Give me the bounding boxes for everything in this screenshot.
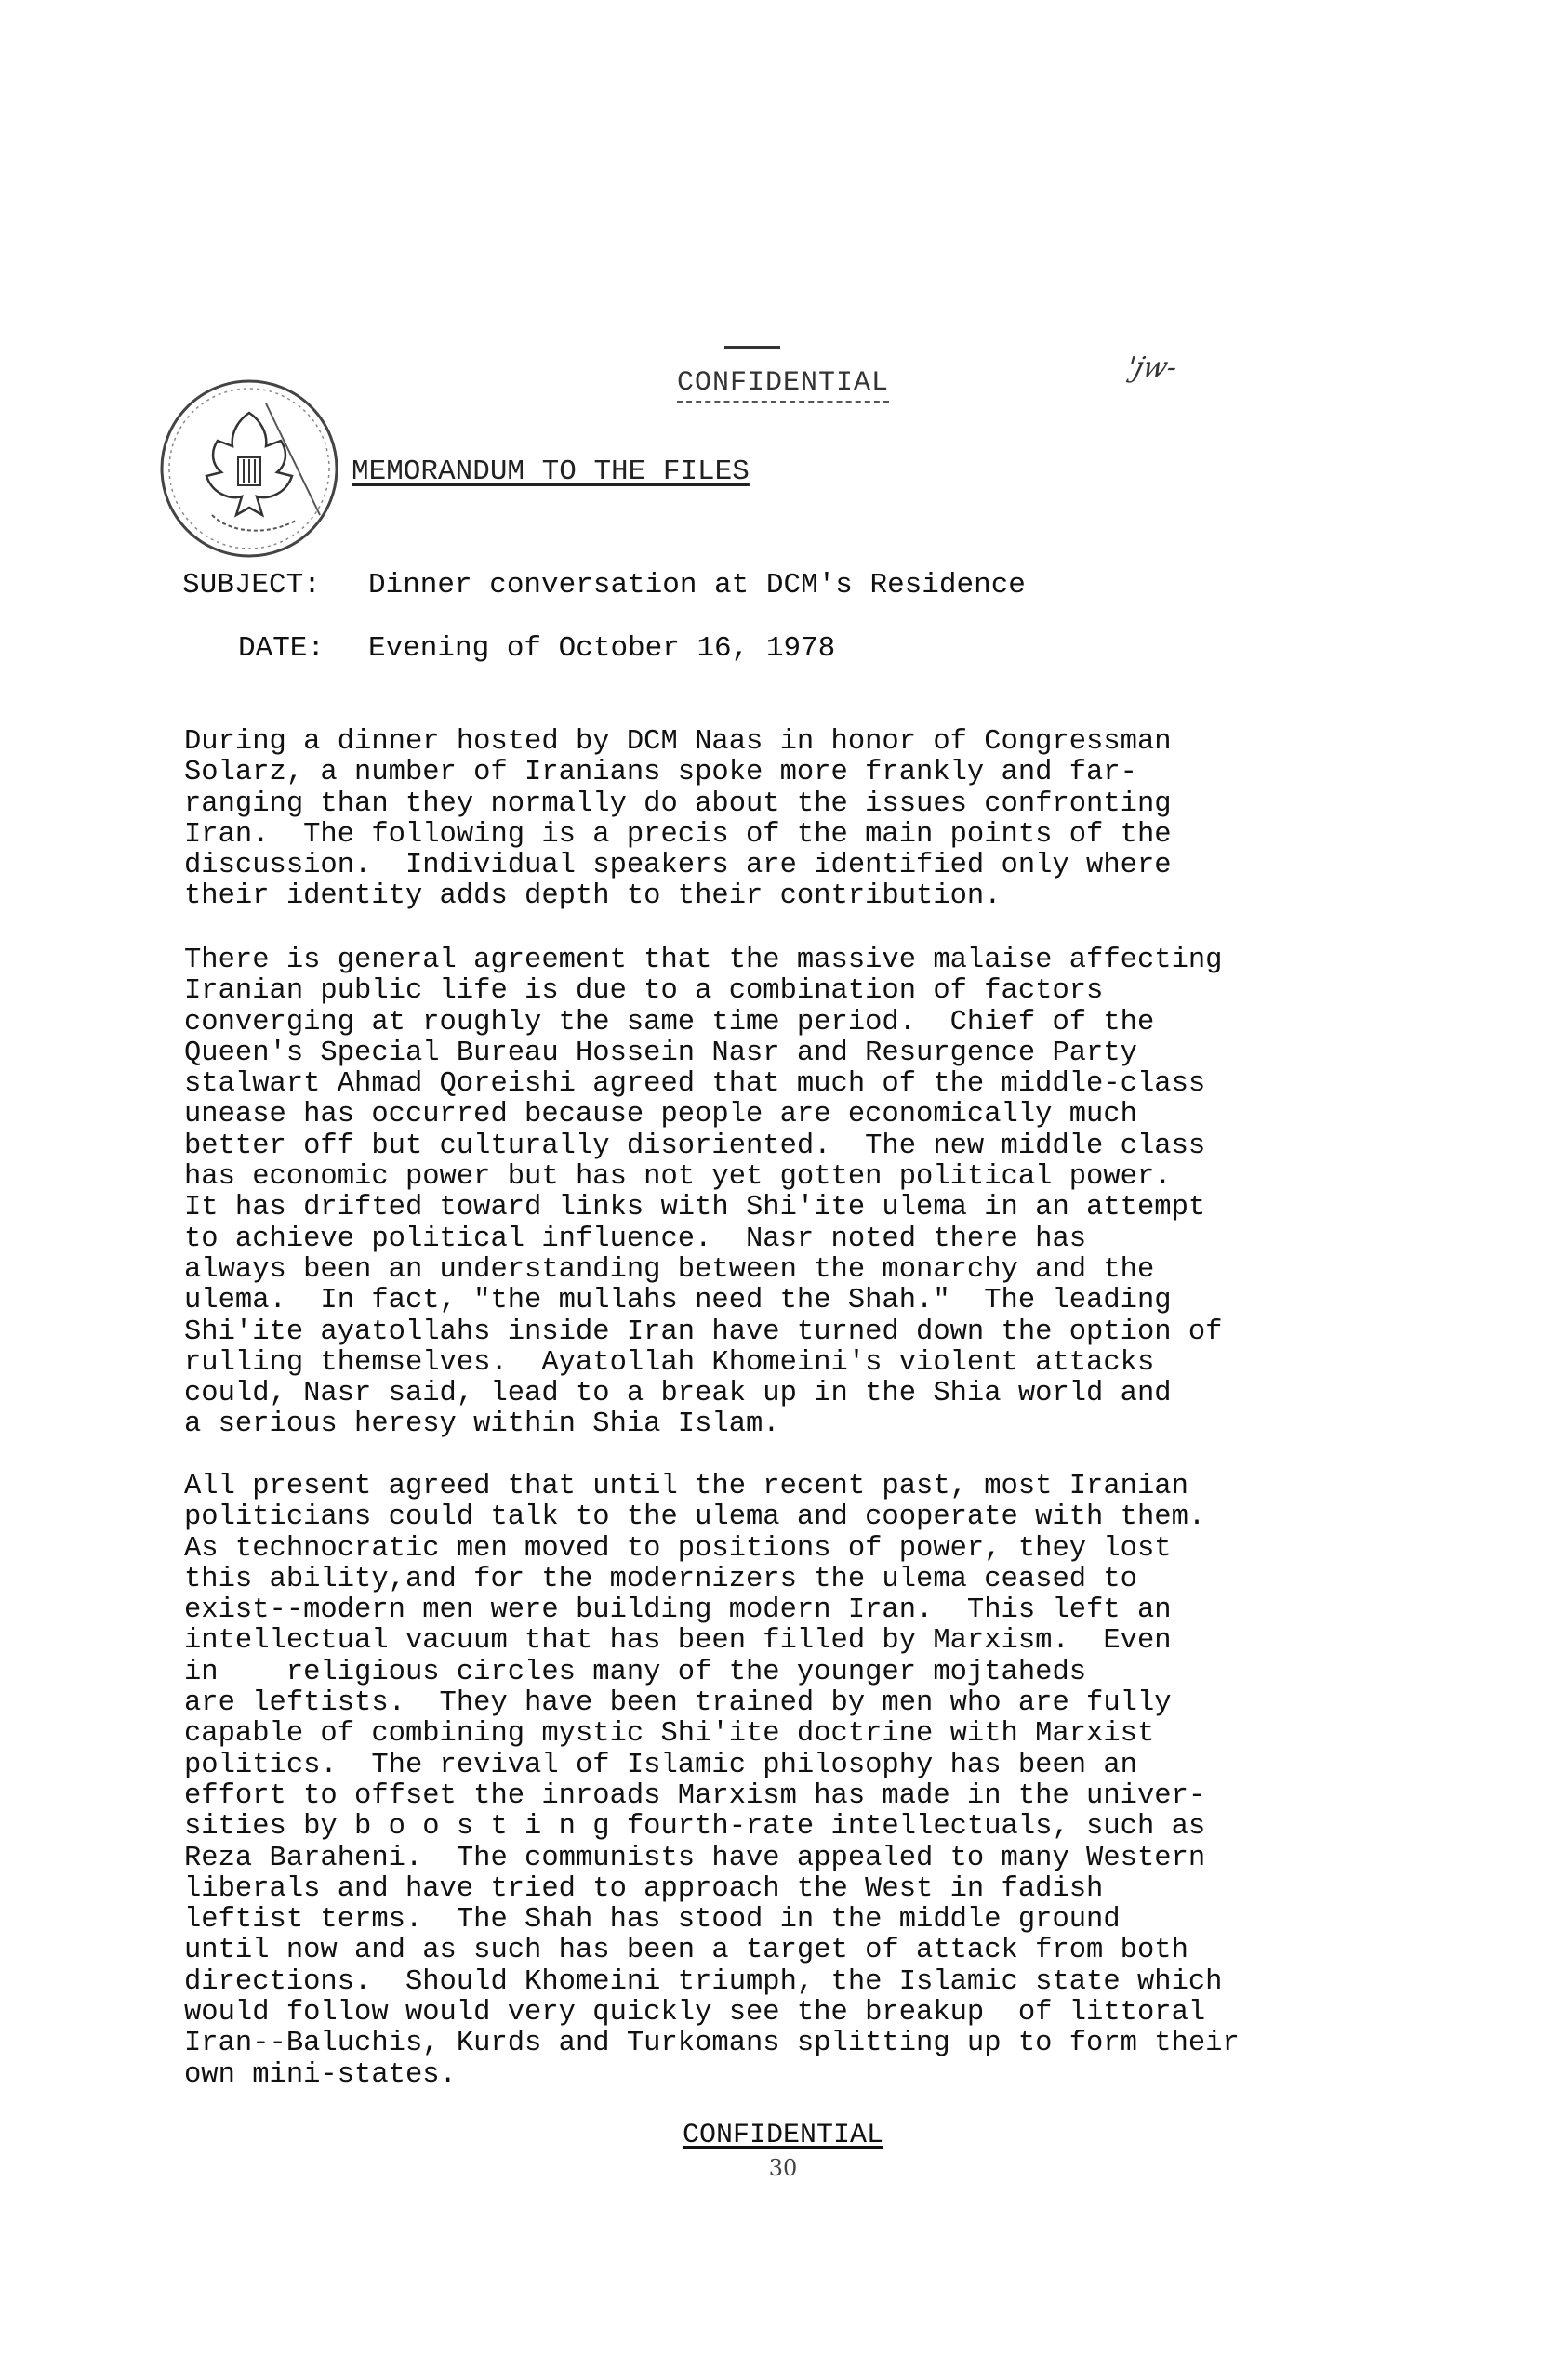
subject-value: Dinner conversation at DCM's Residence <box>368 569 1026 602</box>
handwritten-note: 'jw- <box>1122 351 1182 384</box>
body-paragraph-1: During a dinner hosted by DCM Naas in honor of Congressman Solarz, a number of Iranians spoke more frankly and far- ranging than they normally do about the issues confronting Iran. The following is a precis of the main points of the discussion. Individual speakers are identified only where their identity adds depth to their contribution. <box>184 726 1172 913</box>
body-paragraph-3: All present agreed that until the recent past, most Iranian politicians could talk to the ulema and cooperate with them. As technocratic men moved to positions of power, they lost this ability,and for the modernizers the ulema ceased to exist--modern men were building modern Iran. This left an intellectual vacuum that has been filled by Marxism. Even in religious circles many of the younger mojtaheds are leftists. They have been trained by men who are fully capable of combining mystic Shi'ite doctrine with Marxist politics. The revival of Islamic philosophy has been an effort to offset the inroads Marxism has made in the univer- sities by b o o s t i n g fourth-rate intellectuals, such as Reza Baraheni. The communists have appealed to many Western liberals and have tried to approach the West in fadish leftist terms. The Shah has stood in the middle ground until now and as such has been a target of attack from both directions. Should Khomeini triumph, the Islamic state which would follow would very quickly see the breakup of littoral Iran--Baluchis, Kurds and Turkomans splitting up to form their own mini-states. <box>184 1471 1240 2091</box>
page-number: 30 <box>768 2155 798 2181</box>
header-dash <box>724 346 780 349</box>
body-paragraph-2: There is general agreement that the massive malaise affecting Iranian public life is due to a combination of factors converging at roughly the same time period. Chief of the Queen's Special Bureau Hossein Nasr and Resurgence Party stalwart Ahmad Qoreishi agreed that much of the middle-class unease has occurred because people are economically much better off but culturally disoriented. The new middle class has economic power but has not yet gotten political power. It has drifted toward links with Shi'ite ulema in an attempt to achieve political influence. Nasr noted there has always been an understanding between the monarchy and the ulema. In fact, "the mullahs need the Shah." The leading Shi'ite ayatollahs inside Iran have turned down the option of rulling themselves. Ayatollah Khomeini's violent attacks could, Nasr said, lead to a break up in the Shia world and a serious heresy within Shia Islam. <box>184 945 1223 1441</box>
subject-label: SUBJECT: <box>182 569 321 602</box>
great-seal-icon <box>156 376 342 562</box>
memo-title: MEMORANDUM TO THE FILES <box>352 456 750 488</box>
date-value: Evening of October 16, 1978 <box>368 632 836 665</box>
classification-header-text: CONFIDENTIAL <box>677 367 889 403</box>
classification-footer: CONFIDENTIAL <box>682 2120 884 2151</box>
date-label: DATE: <box>238 632 325 665</box>
